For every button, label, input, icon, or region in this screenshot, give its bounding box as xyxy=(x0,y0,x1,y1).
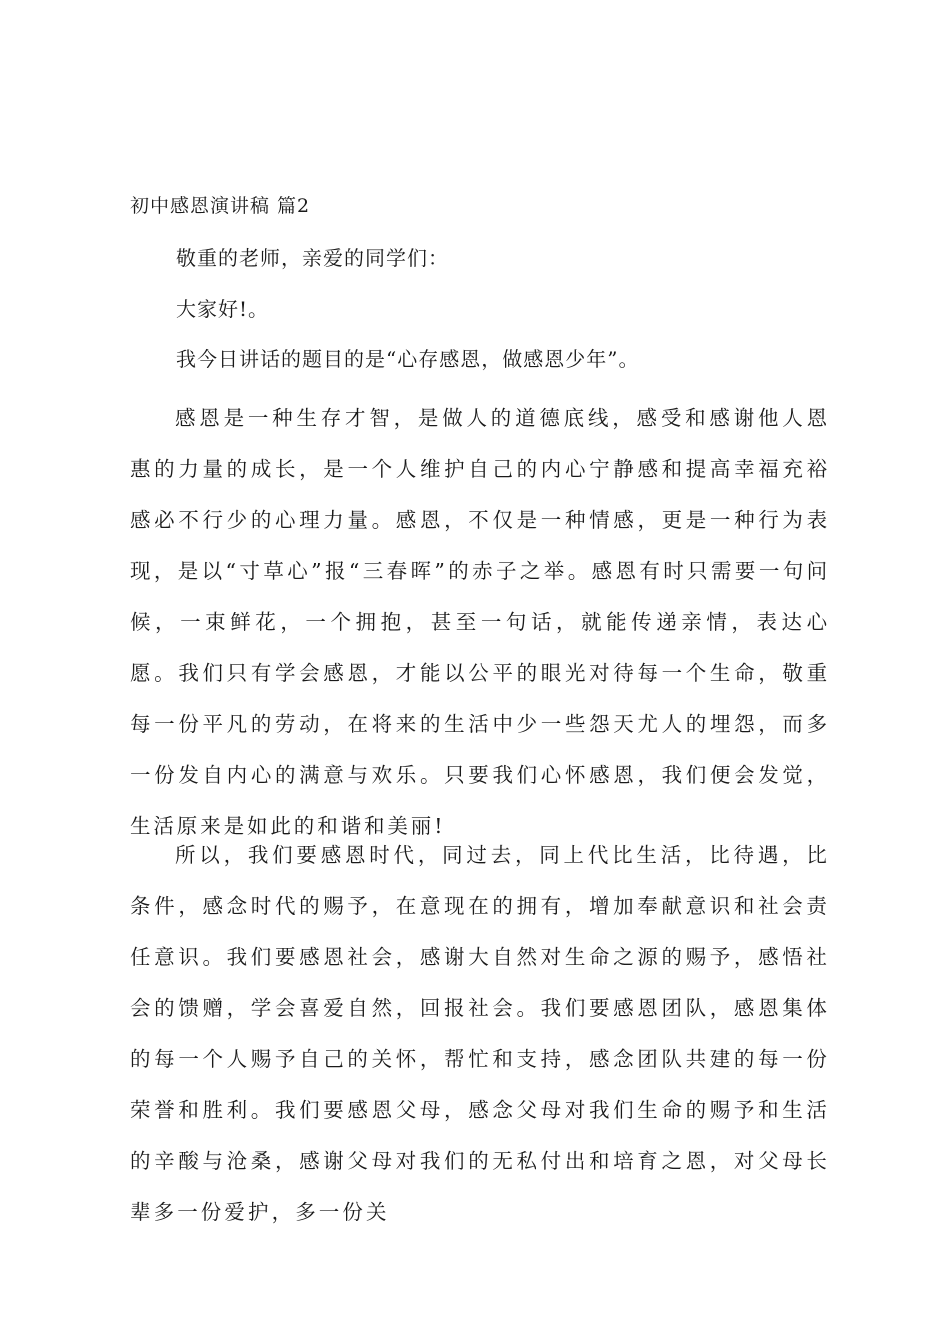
hello-line: 大家好!。 xyxy=(176,297,270,321)
topic-line: 我今日讲话的题目的是“心存感恩，做感恩少年”。 xyxy=(176,347,640,371)
body-paragraph: 所以，我们要感恩时代，同过去，同上代比生活，比待遇，比条件，感念时代的赐予，在意现在的拥有，增加奉献意识和社会责任意识。我们要感恩社会，感谢大自然对生命之源的赐予，感悟社会的馈赠，学会喜爱自然，回报社会。我们要感恩团队，感恩集体的每一个人赐予自己的关怀，帮忙和支持，感念团队共建的每一份荣誉和胜利。我们要感恩父母，感念父母对我们生命的赐予和生活的辛酸与沧桑，感谢父母对我们的无私付出和培育之恩，对父母长辈多一份爱护，多一份关 xyxy=(130,843,830,1224)
body-paragraph: 感恩是一种生存才智，是做人的道德底线，感受和感谢他人恩惠的力量的成长，是一个人维护自己的内心宁静感和提高幸福充裕感必不行少的心理力量。感恩，不仅是一种情感，更是一种行为表现，是以“寸草心”报“三春晖”的赤子之举。感恩有时只需要一句问候，一束鲜花，一个拥抱，甚至一句话，就能传递亲情，表达心愿。我们只有学会感恩，才能以公平的眼光对待每一个生命，敬重每一份平凡的劳动，在将来的生活中少一些怨天尤人的埋怨，而多一份发自内心的满意与欢乐。只要我们心怀感恩，我们便会发觉，生活原来是如此的和谐和美丽! xyxy=(130,406,830,838)
document-title: 初中感恩演讲稿 篇2 xyxy=(130,195,311,217)
greeting-line: 敬重的老师，亲爱的同学们： xyxy=(176,246,449,270)
